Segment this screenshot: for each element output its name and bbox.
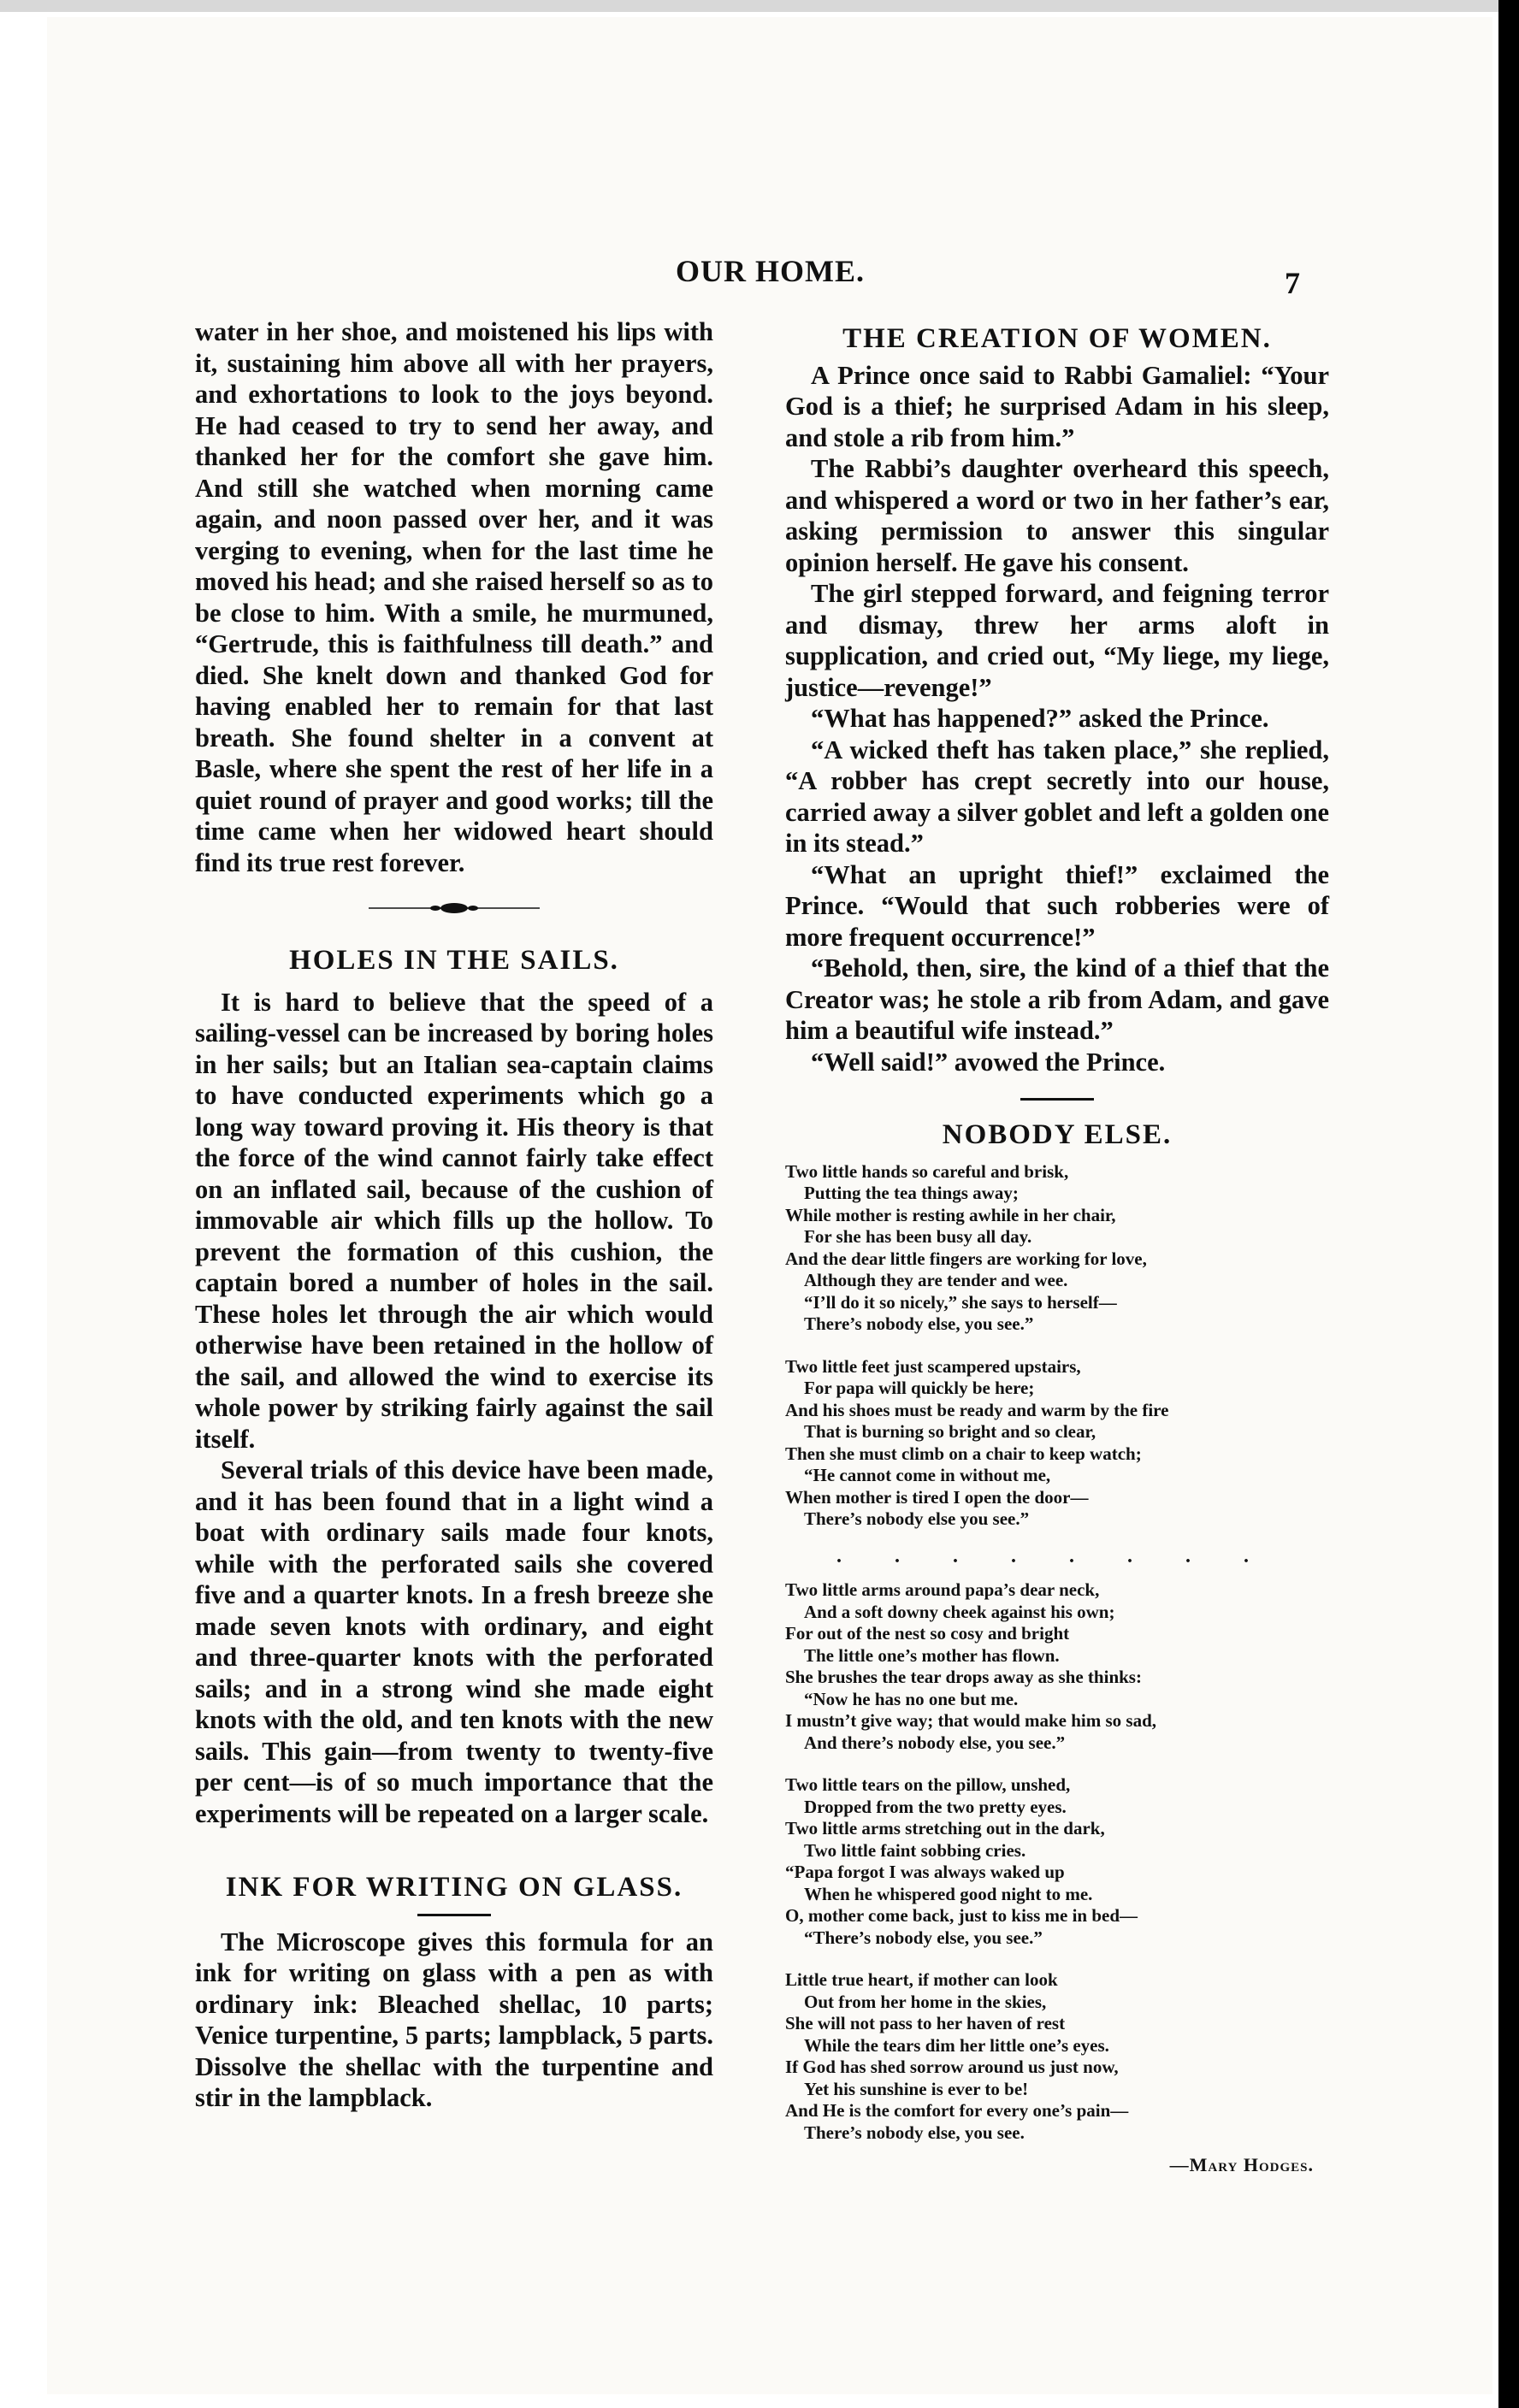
poem-line: Then she must climb on a chair to keep watch; bbox=[785, 1443, 1142, 1464]
poem-line: And there’s nobody else, you see.” bbox=[804, 1732, 1066, 1753]
poem-stanza bbox=[785, 1969, 1329, 2144]
poem-line: And a soft downy cheek against his own; bbox=[804, 1601, 1115, 1622]
poem-line: Putting the tea things away; bbox=[804, 1183, 1019, 1203]
poem-line: “There’s nobody else, you see.” bbox=[804, 1927, 1043, 1948]
poem-line: For papa will quickly be here; bbox=[804, 1378, 1035, 1398]
creation-paragraph: “What has happened?” asked the Prince. bbox=[811, 704, 1269, 733]
holes-heading: HOLES IN THE SAILS. bbox=[289, 945, 619, 976]
poem-line: Two little tears on the pillow, unshed, bbox=[785, 1774, 1071, 1795]
poem-line: And the dear little fingers are working for love, bbox=[785, 1248, 1147, 1269]
stanza-break-dots: . . . . . . . . bbox=[836, 1544, 1273, 1567]
poem-stanza bbox=[785, 1356, 1329, 1531]
holes-paragraph-1: It is hard to believe that the speed of a sailing-vessel can be increased by boring holes in her sails; but an Italian sea-captain claims to have conducted experiments which go a long way toward proving it. His theory is that the force of the wind cannot fairly take effect on an inflated sail, because of the cushion of immovable air which fills up the hollow. To prevent the formation of this cushion, the captain bored a number of holes in the sail. These holes let through the air which would otherwise have been retained in the hollow of the sail, and allowed the wind to exercise its whole power by striking fairly against the sail itself. bbox=[195, 987, 713, 1454]
poem-line: There’s nobody else, you see. bbox=[804, 2122, 1025, 2143]
poem-line: There’s nobody else you see.” bbox=[804, 1508, 1030, 1529]
poem-line: When mother is tired I open the door— bbox=[785, 1486, 1089, 1508]
poem-line: “Papa forgot I was always waked up bbox=[785, 1862, 1065, 1882]
poem-line: The little one’s mother has flown. bbox=[804, 1644, 1060, 1666]
poem-line: O, mother come back, just to kiss me in bed— bbox=[785, 1905, 1138, 1926]
running-title: OUR HOME. bbox=[676, 254, 865, 288]
scan-right-edge bbox=[1498, 0, 1519, 2408]
poem-line: She brushes the tear drops away as she thinks: bbox=[785, 1667, 1142, 1687]
creation-paragraph: The Rabbi’s daughter overheard this speech, and whispered a word or two in her father’s ear, asking permission to answer this singular opinion herself. He gave his consent. bbox=[785, 454, 1329, 577]
poem-line: Out from her home in the skies, bbox=[804, 1991, 1047, 2012]
poem-line: Two little arms around papa’s dear neck, bbox=[785, 1579, 1100, 1600]
poem-line: When he whispered good night to me. bbox=[804, 1883, 1093, 1904]
poem-line: While mother is resting awhile in her chair, bbox=[785, 1204, 1116, 1225]
ornament-divider-icon bbox=[369, 902, 540, 914]
poem-line: Although they are tender and wee. bbox=[804, 1270, 1068, 1290]
ink-paragraph: The Microscope gives this formula for an ink for writing on glass with a pen as with ordinary ink: Bleached shellac, 10 parts; Venice turpentine, 5 parts; lampblack, 5 parts. Dissolve the shellac with the turpentine and stir in the lampblack. bbox=[195, 1927, 713, 2112]
poem-line: If God has shed sorrow around us just now, bbox=[785, 2057, 1119, 2077]
poem-line: Little true heart, if mother can look bbox=[785, 1969, 1058, 1990]
creation-paragraph: “Behold, then, sire, the kind of a thief that the Creator was; he stole a rib from Adam, and gave him a beautiful wife instead.” bbox=[785, 953, 1329, 1045]
poem-line: I mustn’t give way; that would make him so sad, bbox=[785, 1710, 1157, 1731]
right-column bbox=[785, 316, 1329, 2176]
poem-line: For she has been busy all day. bbox=[804, 1226, 1032, 1247]
poem-stanza bbox=[785, 1161, 1329, 1336]
poem-author: —Mary Hodges. bbox=[1169, 2154, 1314, 2175]
poem-line: “Now he has no one but me. bbox=[804, 1688, 1019, 1709]
scan-top-edge bbox=[0, 0, 1519, 12]
poem-line: “He cannot come in without me, bbox=[804, 1465, 1051, 1485]
poem-stanza bbox=[785, 1774, 1329, 1949]
creation-heading: THE CREATION OF WOMEN. bbox=[842, 323, 1272, 354]
creation-paragraph: “A wicked theft has taken place,” she replied, “A robber has crept secretly into our house, carried away a silver goblet and left a golden one in its stead.” bbox=[785, 735, 1329, 858]
left-column bbox=[195, 316, 713, 2114]
section-rule bbox=[1020, 1098, 1094, 1101]
poem-line: And He is the comfort for every one’s pain— bbox=[785, 2100, 1129, 2121]
poem-line: Yet his sunshine is ever to be! bbox=[804, 2078, 1029, 2099]
poem-line: That is burning so bright and so clear, bbox=[804, 1421, 1096, 1442]
poem-line: Dropped from the two pretty eyes. bbox=[804, 1796, 1067, 1817]
creation-paragraph: “What an upright thief!” exclaimed the Prince. “Would that such robberies were of more frequent occurrence!” bbox=[785, 859, 1329, 952]
poem-line: There’s nobody else, you see.” bbox=[804, 1313, 1034, 1334]
poem-stanza bbox=[785, 1579, 1329, 1754]
poem-line: Two little hands so careful and brisk, bbox=[785, 1160, 1069, 1182]
poem-line: “I’ll do it so nicely,” she says to herself— bbox=[804, 1291, 1117, 1313]
heading-rule bbox=[417, 1914, 491, 1916]
poem-line: And his shoes must be ready and warm by the fire bbox=[785, 1399, 1169, 1420]
poem-line: Two little faint sobbing cries. bbox=[804, 1839, 1026, 1861]
creation-paragraph: The girl stepped forward, and feigning terror and dismay, threw her arms aloft in supplication, and cried out, “My liege, my liege, justice—revenge!” bbox=[785, 579, 1329, 702]
poem-line: Two little arms stretching out in the dark, bbox=[785, 1818, 1105, 1838]
poem-line: For out of the nest so cosy and bright bbox=[785, 1623, 1070, 1644]
section-ornament bbox=[195, 902, 713, 914]
poem-line: Two little feet just scampered upstairs, bbox=[785, 1355, 1081, 1377]
ink-heading: INK FOR WRITING ON GLASS. bbox=[225, 1872, 683, 1903]
poem-line: While the tears dim her little one’s eyes. bbox=[804, 2034, 1109, 2056]
nobody-heading: NOBODY ELSE. bbox=[942, 1119, 1173, 1150]
poem bbox=[785, 1161, 1329, 2176]
page-number: 7 bbox=[1285, 266, 1300, 300]
story-conclusion: water in her shoe, and moistened his lips with it, sustaining him above all with her prayers, and exhortations to look to the joys beyond. He had ceased to try to send her away, and thanked her for the comfort she gave him. And still she watched when morning came again, and noon passed over her, and it was verging to evening, when for the last time he moved his head; and she raised herself so as to be close to him. With a smile, he murmuned, “Gertrude, this is faithfulness till death.” and died. She knelt down and thanked God for having enabled her to remain for that last breath. She found shelter in a convent at Basle, where she spent the rest of her life in a quiet round of prayer and good works; till the time came when her widowed heart should find its true rest forever. bbox=[195, 317, 713, 877]
holes-paragraph-2: Several trials of this device have been made, and it has been found that in a light wind a boat with ordinary sails made four knots, while with the perforated sails she covered five and a quarter knots. In a fresh breeze she made seven knots with ordinary, and eight and three-quarter knots with the perforated sails; and in a strong wind she made eight knots with the old, and ten knots with the new sails. This gain—from twenty to twenty-five per cent—is of so much importance that the experiments will be repeated on a larger scale. bbox=[195, 1455, 713, 1828]
creation-paragraph: “Well said!” avowed the Prince. bbox=[811, 1047, 1166, 1077]
poem-line: She will not pass to her haven of rest bbox=[785, 2013, 1066, 2033]
creation-paragraph: A Prince once said to Rabbi Gamaliel: “Your God is a thief; he surprised Adam in his sleep, and stole a rib from him.” bbox=[785, 360, 1329, 452]
